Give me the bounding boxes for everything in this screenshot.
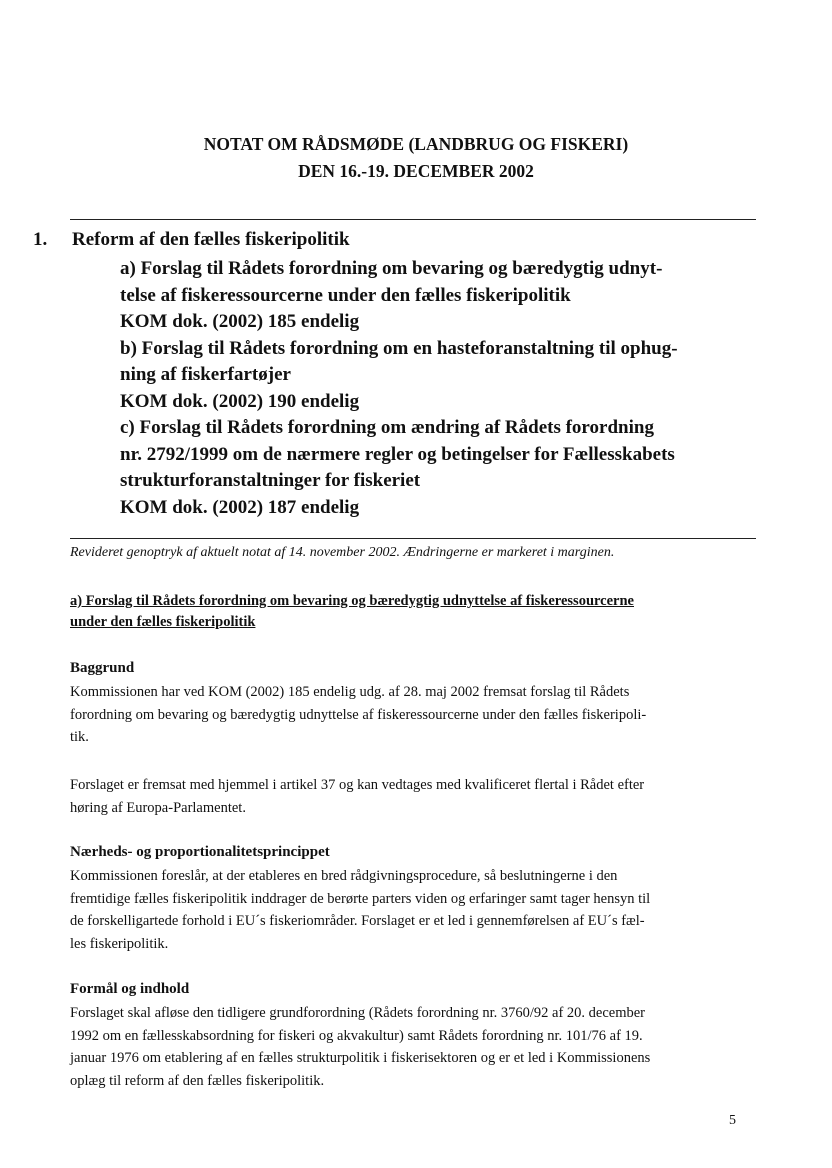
item-line: a) Forslag til Rådets forordning om bevaring og bæredygtig udnyt- (120, 258, 663, 279)
naerhed-line: de forskelligartede forhold i EU´s fiskeriområder. Forslaget er et led i gennemførelsen af EU´s fæl- (70, 913, 645, 929)
section-a-heading-line-2: under den fælles fiskeripolitik (70, 614, 256, 630)
baggrund-line: forordning om bevaring og bæredygtig udnyttelse af fiskeressourcerne under den fælles fiskeripoli- (70, 706, 647, 723)
naerhed-heading: Nærheds- og proportionalitetsprincippet (70, 844, 330, 860)
baggrund-line: Kommissionen har ved KOM (2002) 185 endelig udg. af 28. maj 2002 fremsat forslag til Rådets (70, 684, 630, 700)
naerhed-line: Kommissionen foreslår, at der etableres en bred rådgivningsprocedure, så beslutningerne i den (70, 868, 618, 884)
item-line: KOM dok. (2002) 190 endelig (120, 390, 360, 412)
section-a-heading-line-1: a) Forslag til Rådets forordning om bevaring og bæredygtig udnyttelse af fiskeressourcerne (70, 593, 634, 609)
item-line: KOM dok. (2002) 185 endelig (120, 311, 360, 332)
naerhed-line: fremtidige fælles fiskeripolitik inddrager de berørte parters viden og erfaringer samt tager hensyn til (70, 890, 651, 907)
baggrund-line: høring af Europa-Parlamentet. (70, 799, 246, 816)
document-title-line-2: DEN 16.-19. DECEMBER 2002 (298, 161, 534, 181)
item-line: nr. 2792/1999 om de nærmere regler og betingelser for Fællesskabets (120, 443, 675, 465)
formaal-line: januar 1976 om etablering af en fælles strukturpolitik i fiskerisektoren og er et led i Kommissionens (70, 1050, 651, 1066)
naerhed-line: les fiskeripolitik. (70, 935, 169, 952)
top-divider (70, 219, 756, 220)
item-line: KOM dok. (2002) 187 endelig (120, 496, 360, 518)
item-line: c) Forslag til Rådets forordning om ændring af Rådets forordning (120, 417, 654, 438)
formaal-line: Forslaget skal afløse den tidligere grundforordning (Rådets forordning nr. 3760/92 af 20. december (70, 1005, 646, 1021)
formaal-line: 1992 om en fællesskabsordning for fiskeri og akvakultur) samt Rådets forordning nr. 101/76 af 19. (70, 1027, 643, 1044)
item-title: Reform af den fælles fiskeripolitik (72, 229, 350, 250)
baggrund-line: Forslaget er fremsat med hjemmel i artikel 37 og kan vedtages med kvalificeret flertal i Rådet efter (70, 777, 645, 793)
formaal-line: oplæg til reform af den fælles fiskeripolitik. (70, 1072, 325, 1089)
item-number: 1. (33, 229, 48, 250)
formaal-heading: Formål og indhold (70, 981, 190, 997)
document-title-line-1: NOTAT OM RÅDSMØDE (LANDBRUG OG FISKERI) (203, 134, 629, 154)
page-number: 5 (729, 1113, 736, 1128)
item-line: telse af fiskeressourcerne under den fælles fiskeripolitik (120, 284, 571, 306)
item-line: b) Forslag til Rådets forordning om en hasteforanstaltning til ophug- (120, 337, 678, 359)
revision-note: Revideret genoptryk af aktuelt notat af 14. november 2002. Ændringerne er markeret i marginen. (70, 545, 615, 560)
baggrund-line: tik. (70, 729, 89, 745)
baggrund-heading: Baggrund (70, 660, 135, 676)
item-line: ning af fiskerfartøjer (120, 364, 291, 385)
bottom-divider (70, 538, 756, 539)
item-line: strukturforanstaltninger for fiskeriet (120, 470, 421, 491)
